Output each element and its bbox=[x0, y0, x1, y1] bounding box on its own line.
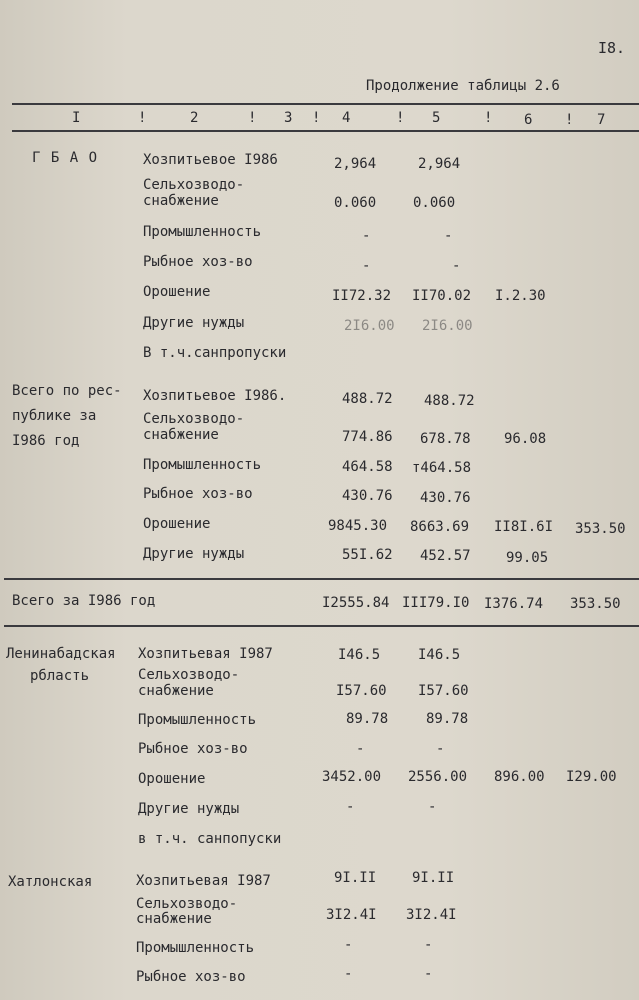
header-bottom-rule bbox=[12, 130, 639, 132]
cell-c4: 774.86 bbox=[342, 429, 393, 445]
header-col-7: 7 bbox=[597, 112, 606, 128]
region-line: I986 год bbox=[12, 433, 80, 449]
cell-c6: II8I.6I bbox=[494, 519, 554, 535]
cell-c6: 99.05 bbox=[506, 550, 549, 566]
cell-c5: - bbox=[444, 228, 453, 244]
header-col-2: 2 bbox=[190, 110, 199, 126]
row-label: Другие нужды bbox=[143, 315, 245, 331]
cell-c4: - bbox=[344, 937, 353, 953]
cell-c5: 2I6.00 bbox=[422, 318, 473, 334]
cell-c5: 678.78 bbox=[420, 431, 471, 447]
cell-c5: III79.I0 bbox=[402, 595, 470, 611]
header-col-6: 6 bbox=[524, 112, 533, 128]
row-label: Другие нужды bbox=[143, 546, 245, 562]
cell-c4: 2,964 bbox=[334, 156, 377, 172]
row-label: Промышленность bbox=[136, 940, 255, 956]
cell-c7: 353.50 bbox=[570, 596, 621, 612]
cell-c4: - bbox=[344, 966, 353, 982]
row-label: Рыбное хоз-во bbox=[136, 969, 246, 985]
row-label: Хозпитьевая I987 bbox=[138, 646, 273, 662]
header-col-3: 3 bbox=[284, 110, 293, 126]
cell-c4: 488.72 bbox=[342, 391, 393, 407]
cell-c4: II72.32 bbox=[332, 288, 392, 304]
cell-c4: I57.60 bbox=[336, 683, 387, 699]
cell-c5: 452.57 bbox=[420, 548, 471, 564]
region-line: публике за bbox=[12, 408, 97, 424]
row-label: снабжение bbox=[143, 427, 219, 443]
cell-c4: 464.58 bbox=[342, 459, 393, 475]
cell-c4: - bbox=[346, 799, 355, 815]
region-line: Ленинабадская bbox=[6, 646, 116, 662]
cell-c5: т464.58 bbox=[412, 460, 472, 476]
cell-c5: - bbox=[424, 966, 433, 982]
header-col-5: 5 bbox=[432, 110, 441, 126]
header-col-1: I bbox=[72, 110, 81, 126]
cell-c4: 430.76 bbox=[342, 488, 393, 504]
row-label: снабжение bbox=[143, 193, 219, 209]
row-label: Промышленность bbox=[138, 712, 257, 728]
row-label: Сельхозводо- bbox=[143, 411, 245, 427]
cell-c4: 9I.II bbox=[334, 870, 377, 886]
total-top-rule bbox=[4, 578, 639, 580]
row-label: Хозпитьевое I986 bbox=[143, 152, 278, 168]
cell-c4: 0.060 bbox=[334, 195, 377, 211]
cell-c4: - bbox=[362, 258, 371, 274]
total-label: Всего за I986 год bbox=[12, 593, 156, 609]
total-bottom-rule bbox=[4, 625, 639, 627]
cell-c5: 488.72 bbox=[424, 393, 475, 409]
continuation-label: Продолжение таблицы 2.6 bbox=[366, 78, 560, 94]
cell-c5: - bbox=[424, 937, 433, 953]
cell-c4: I2555.84 bbox=[322, 595, 390, 611]
cell-c5: I57.60 bbox=[418, 683, 469, 699]
header-col-4: 4 bbox=[342, 110, 351, 126]
header-sep: ! bbox=[396, 110, 405, 126]
row-label: Рыбное хоз-во bbox=[143, 254, 253, 270]
cell-c4: 89.78 bbox=[346, 711, 389, 727]
row-label: Орошение bbox=[143, 516, 211, 532]
row-label: Рыбное хоз-во bbox=[138, 741, 248, 757]
cell-c5: I46.5 bbox=[418, 647, 461, 663]
cell-c6: 96.08 bbox=[504, 431, 547, 447]
cell-c6: I376.74 bbox=[484, 596, 544, 612]
cell-c4: 55I.62 bbox=[342, 547, 393, 563]
row-label: Сельхозводо- bbox=[143, 177, 245, 193]
row-label: Сельхозводо- bbox=[138, 667, 240, 683]
cell-c5: 9I.II bbox=[412, 870, 455, 886]
row-label: снабжение bbox=[138, 683, 214, 699]
row-label: В т.ч.санпропуски bbox=[143, 345, 287, 361]
header-sep: ! bbox=[565, 112, 574, 128]
cell-c4: - bbox=[356, 741, 365, 757]
header-sep: ! bbox=[484, 110, 493, 126]
row-label: Другие нужды bbox=[138, 801, 240, 817]
header-sep: ! bbox=[312, 110, 321, 126]
page-number: I8. bbox=[598, 39, 626, 57]
cell-c5: - bbox=[428, 799, 437, 815]
row-label: Орошение bbox=[143, 284, 211, 300]
row-label: Рыбное хоз-во bbox=[143, 486, 253, 502]
row-label: Хозпитьевое I986. bbox=[143, 388, 287, 404]
cell-c5: 2556.00 bbox=[408, 769, 468, 785]
cell-c5: 3I2.4I bbox=[406, 907, 457, 923]
cell-c4: 3452.00 bbox=[322, 769, 382, 785]
cell-c5: - bbox=[436, 741, 445, 757]
cell-c4: 9845.30 bbox=[328, 518, 388, 534]
cell-c6: 896.00 bbox=[494, 769, 545, 785]
cell-c4: - bbox=[362, 228, 371, 244]
cell-c5: - bbox=[452, 258, 461, 274]
region-line: рбласть bbox=[30, 668, 90, 684]
row-label: Промышленность bbox=[143, 224, 262, 240]
row-label: Орошение bbox=[138, 771, 206, 787]
row-label: Промышленность bbox=[143, 457, 262, 473]
header-sep: ! bbox=[248, 110, 257, 126]
cell-c5: 0.060 bbox=[413, 195, 456, 211]
header-top-rule bbox=[12, 103, 639, 105]
cell-c5: 89.78 bbox=[426, 711, 469, 727]
cell-c6: I.2.30 bbox=[495, 288, 546, 304]
row-label: в т.ч. санпопуски bbox=[138, 831, 282, 847]
cell-c5: 430.76 bbox=[420, 490, 471, 506]
cell-c4: 2I6.00 bbox=[344, 318, 395, 334]
cell-c7: 353.50 bbox=[575, 521, 626, 537]
region-line: Всего по рес- bbox=[12, 383, 122, 399]
cell-c4: I46.5 bbox=[338, 647, 381, 663]
cell-c5: 8663.69 bbox=[410, 519, 470, 535]
cell-c7: I29.00 bbox=[566, 769, 617, 785]
cell-c5: II70.02 bbox=[412, 288, 472, 304]
header-sep: ! bbox=[138, 110, 147, 126]
row-label: Хозпитьевая I987 bbox=[136, 873, 271, 889]
region-gbao: Г Б А О bbox=[32, 150, 99, 166]
cell-c5: 2,964 bbox=[418, 156, 461, 172]
row-label: снабжение bbox=[136, 911, 212, 927]
row-label: Сельхозводо- bbox=[136, 896, 238, 912]
region-khatlon: Хатлонская bbox=[8, 874, 93, 890]
cell-c4: 3I2.4I bbox=[326, 907, 377, 923]
